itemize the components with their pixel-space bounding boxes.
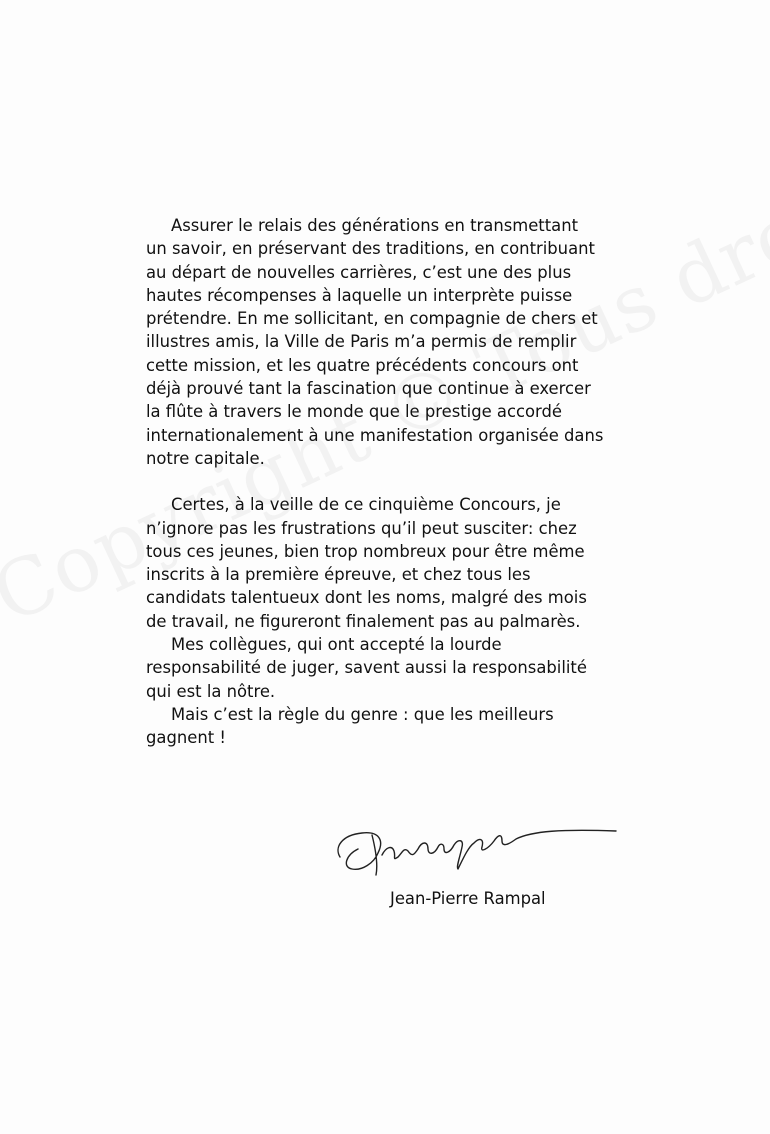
text-line: déjà prouvé tant la fascination que continue à exercer [146,379,591,399]
text-line: illustres amis, la Ville de Paris m’a permis de remplir [146,332,577,352]
text-line: qui est la nôtre. [146,681,276,701]
text-line: Mais c’est la règle du genre : que les meilleurs [171,704,554,724]
paragraph-4 [146,703,646,750]
text-line: Certes, à la veille de ce cinquième Concours, je [171,495,561,515]
paragraph-2 [146,493,646,633]
text-line: responsabilité de juger, savent aussi la responsabilité [146,658,587,678]
text-line: candidats talentueux dont les noms, malgré des mois [146,588,587,608]
text-line: Assurer le relais des générations en transmettant [171,216,579,235]
text-line: hautes récompenses à laquelle un interprète puisse [146,285,573,305]
paragraph-spacer [146,470,646,493]
letter-body [146,214,646,750]
text-line: de travail, ne figureront finalement pas au palmarès. [146,611,581,631]
text-line: gagnent ! [146,728,226,748]
signer-name: Jean-Pierre Rampal [390,889,546,908]
paragraph-1 [146,214,646,470]
text-line: tous ces jeunes, bien trop nombreux pour être même [146,541,585,561]
text-line: la flûte à travers le monde que le prestige accordé [146,402,562,422]
paragraph-3 [146,633,646,703]
handwritten-signature [332,795,622,885]
text-line: internationalement à une manifestation organisée dans [146,425,604,445]
text-line: n’ignore pas les frustrations qu’il peut susciter: chez [146,518,577,538]
text-line: cette mission, et les quatre précédents concours ont [146,355,579,375]
text-line: inscrits à la première épreuve, et chez tous les [146,565,531,585]
text-line: prétendre. En me sollicitant, en compagnie de chers et [146,309,598,329]
text-line: au départ de nouvelles carrières, c’est une des plus [146,262,572,282]
text-line: notre capitale. [146,448,265,468]
text-line: Mes collègues, qui ont accepté la lourde [171,635,502,655]
text-line: un savoir, en préservant des traditions, en contribuant [146,239,595,259]
